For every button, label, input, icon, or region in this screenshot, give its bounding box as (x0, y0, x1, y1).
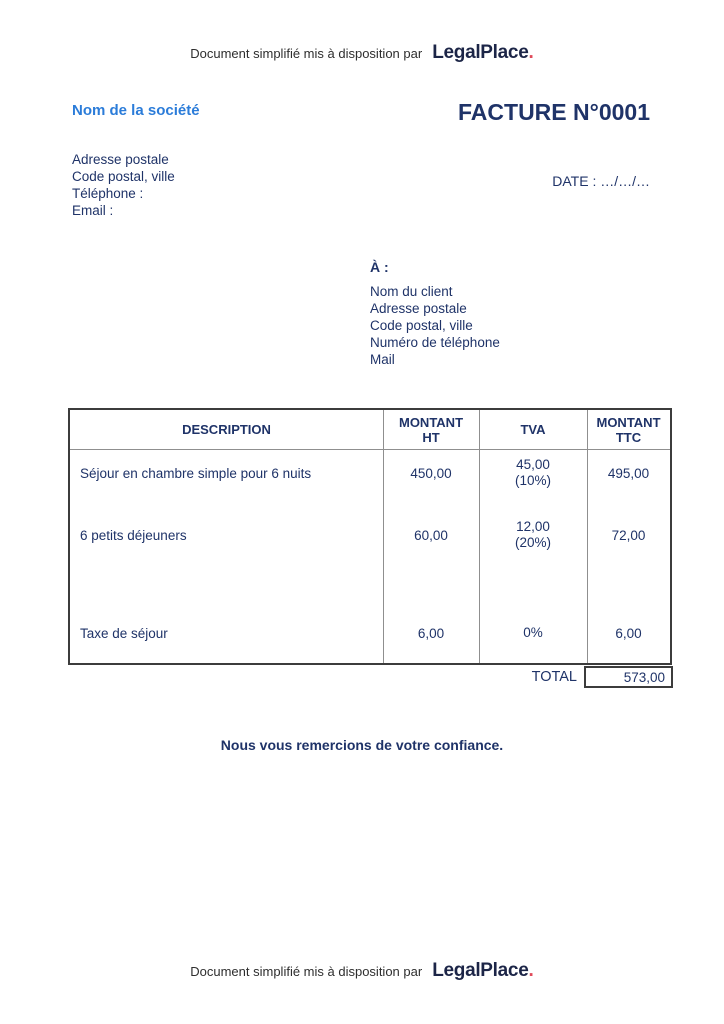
legalplace-logo (432, 42, 534, 64)
cell-description: Séjour en chambre simple pour 6 nuits (80, 465, 312, 481)
invoice-title: FACTURE N°0001 (458, 99, 650, 125)
total-label: TOTAL (531, 669, 577, 685)
header-montant-ht: MONTANT HT (398, 414, 464, 445)
client-mail-line: Mail (370, 352, 395, 367)
client-lines (370, 283, 500, 368)
cell-tva (479, 625, 587, 641)
cell-montant-ht: 6,00 (417, 625, 445, 641)
tva-amount: 12,00 (516, 519, 550, 534)
thanks-message: Nous vous remercions de votre confiance. (220, 737, 504, 753)
company-address-block (72, 151, 175, 219)
cell-description: 6 petits déjeuners (80, 527, 187, 543)
table-row (70, 616, 670, 650)
client-address-line: Adresse postale (370, 301, 467, 316)
tva-amount: 0% (523, 625, 543, 640)
table-header-row (70, 410, 670, 450)
client-name-line: Nom du client (370, 284, 453, 299)
company-email-line: Email : (72, 203, 114, 218)
line-items-table (68, 408, 672, 665)
client-block (370, 259, 500, 368)
table-row (70, 450, 670, 496)
legalplace-logo (432, 960, 534, 982)
legal-note-text: Document simplifié mis à disposition par (190, 46, 423, 61)
company-phone-line: Téléphone : (72, 186, 144, 201)
tva-amount: 45,00 (516, 457, 550, 472)
tva-rate: (10%) (514, 473, 551, 488)
brand-name: LegalPlace (432, 960, 529, 981)
cell-montant-ttc: 72,00 (611, 527, 646, 543)
client-heading: À : (370, 259, 389, 275)
table-row (70, 513, 670, 557)
cell-montant-ht: 450,00 (410, 465, 452, 481)
brand-name: LegalPlace (432, 42, 529, 63)
cell-montant-ttc: 495,00 (607, 465, 650, 481)
company-address-line: Code postal, ville (72, 169, 175, 184)
legal-note-text: Document simplifié mis à disposition par (190, 964, 423, 979)
header-montant-ttc: MONTANT TTC (596, 414, 661, 445)
company-address-line: Adresse postale (72, 152, 169, 167)
footer-legal-note (0, 960, 724, 982)
brand-dot: . (528, 42, 534, 63)
cell-description: Taxe de séjour (80, 625, 168, 641)
cell-montant-ht: 60,00 (414, 527, 448, 543)
header-legal-note (0, 42, 724, 64)
company-name: Nom de la société (72, 102, 200, 119)
invoice-date: DATE : …/…/… (552, 173, 650, 189)
total-value-box: 573,00 (584, 666, 673, 688)
cell-tva (479, 457, 587, 489)
header-tva: TVA (520, 422, 546, 437)
client-city-line: Code postal, ville (370, 318, 473, 333)
brand-dot: . (528, 960, 534, 981)
tva-rate: (20%) (514, 535, 551, 550)
client-phone-line: Numéro de téléphone (370, 335, 500, 350)
cell-tva (479, 519, 587, 551)
cell-montant-ttc: 6,00 (615, 625, 642, 641)
header-description: DESCRIPTION (182, 422, 271, 437)
